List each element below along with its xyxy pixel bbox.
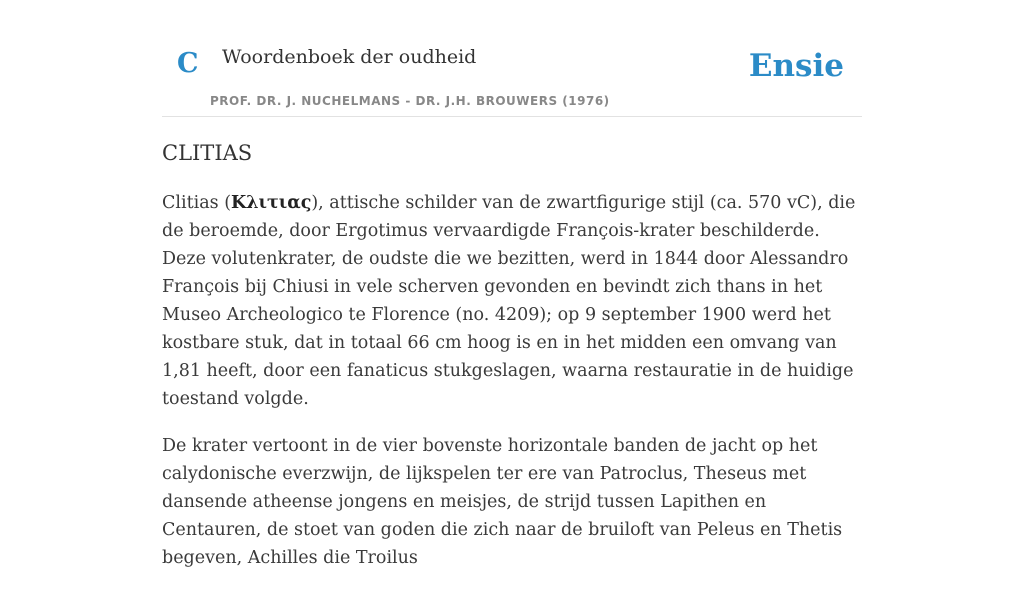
paragraph-1-start: Clitias ( xyxy=(162,193,232,214)
entry-paragraph-1 xyxy=(162,189,862,413)
ensie-logo[interactable]: Ensie xyxy=(748,48,844,84)
letter-index-badge[interactable]: C xyxy=(177,48,199,79)
book-title-link[interactable]: Woordenboek der oudheid xyxy=(222,46,477,68)
dictionary-header xyxy=(162,0,862,117)
greek-name: Κλιτιας xyxy=(231,193,312,214)
entry-content xyxy=(162,140,862,591)
entry-title: CLITIAS xyxy=(162,141,253,165)
entry-paragraph-2: De krater vertoont in de vier bovenste horizontale banden de jacht op het calydonische everzwijn, de lijkspelen ter ere van Patroclus, Theseus met dansende atheense jongens en meisjes, de strijd tussen Lapithen en Centauren, de stoet van goden die zich naar de bruiloft van Peleus en Thetis begeven, Achilles die Troilus xyxy=(162,436,843,569)
book-authors: PROF. DR. J. NUCHELMANS - DR. J.H. BROUWERS (1976) xyxy=(210,94,610,108)
paragraph-1-rest: ), attische schilder van de zwartfigurige stijl (ca. 570 vC), die de beroemde, door Ergotimus vervaardigde François-krater beschilderde. Deze volutenkrater, de oudste die we bezitten, werd in 1844 door Alessandro François bij Chiusi in vele scherven gevonden en bevindt zich thans in het Museo Archeologico te Florence (no. 4209); op 9 september 1900 werd het kostbare stuk, dat in totaal 66 cm hoog is en in het midden een omvang van 1,81 heeft, door een fanaticus stukgeslagen, waarna restauratie in de huidige toestand volgde. xyxy=(162,193,856,410)
